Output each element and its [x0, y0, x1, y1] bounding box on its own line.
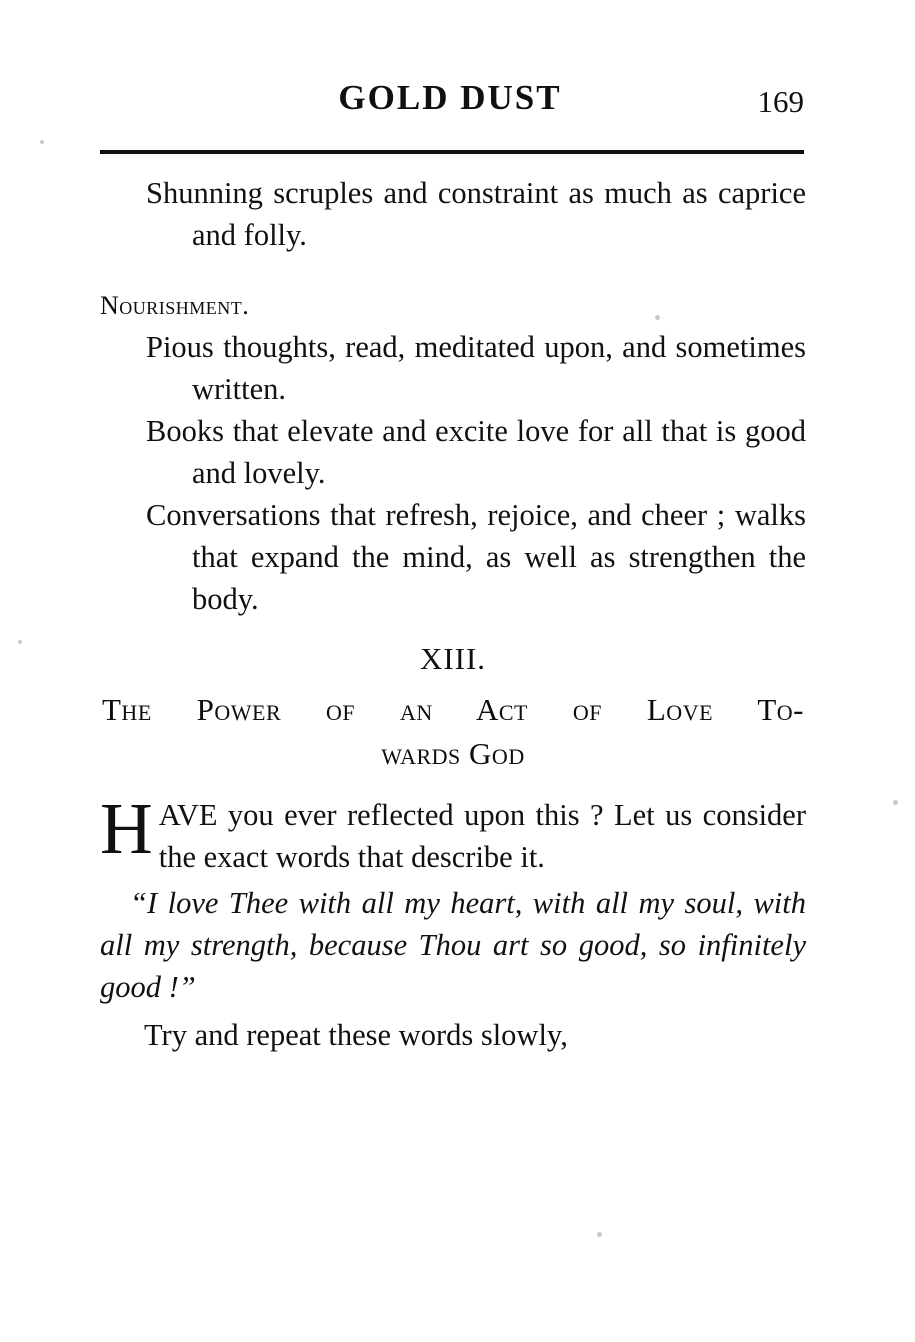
list-item: Books that elevate and excite love for all that is good and lovely. [146, 414, 806, 490]
header-rule [100, 150, 804, 154]
scan-speck [655, 315, 660, 320]
chapter-title-line-2: wards God [381, 736, 525, 771]
opening-body-paragraph [100, 788, 806, 878]
closing-paragraph: Try and repeat these words slowly, [144, 1018, 568, 1052]
nourishment-heading: Nourishment. [100, 291, 250, 320]
page-body [100, 172, 806, 1056]
opening-body-text: AVE you ever reflected upon this ? Let us consider the exact words that describe it. [158, 798, 806, 874]
drop-cap: H [100, 788, 153, 869]
scan-speck [893, 800, 898, 805]
page-number: 169 [757, 84, 804, 119]
section-number: XIII. [419, 641, 487, 676]
scan-speck [40, 140, 44, 144]
chapter-title-line-1: The Power of an Act of Love To- [102, 692, 804, 727]
chapter-title [100, 688, 806, 776]
list-item: Pious thoughts, read, meditated upon, and sometimes written. [146, 330, 806, 406]
list-item: Conversations that refresh, rejoice, and cheer ; walks that expand the mind, as well as strengthen the body. [146, 498, 806, 616]
scan-speck [597, 1232, 602, 1237]
running-head-title: GOLD DUST [338, 78, 562, 117]
quotation-paragraph: “I love Thee with all my heart, with all my soul, with all my strength, because Thou art so good, so infinitely good !” [100, 886, 806, 1004]
page-header [100, 78, 804, 128]
scan-speck [18, 640, 22, 644]
opening-paragraph: Shunning scruples and constraint as much as caprice and folly. [146, 176, 806, 252]
